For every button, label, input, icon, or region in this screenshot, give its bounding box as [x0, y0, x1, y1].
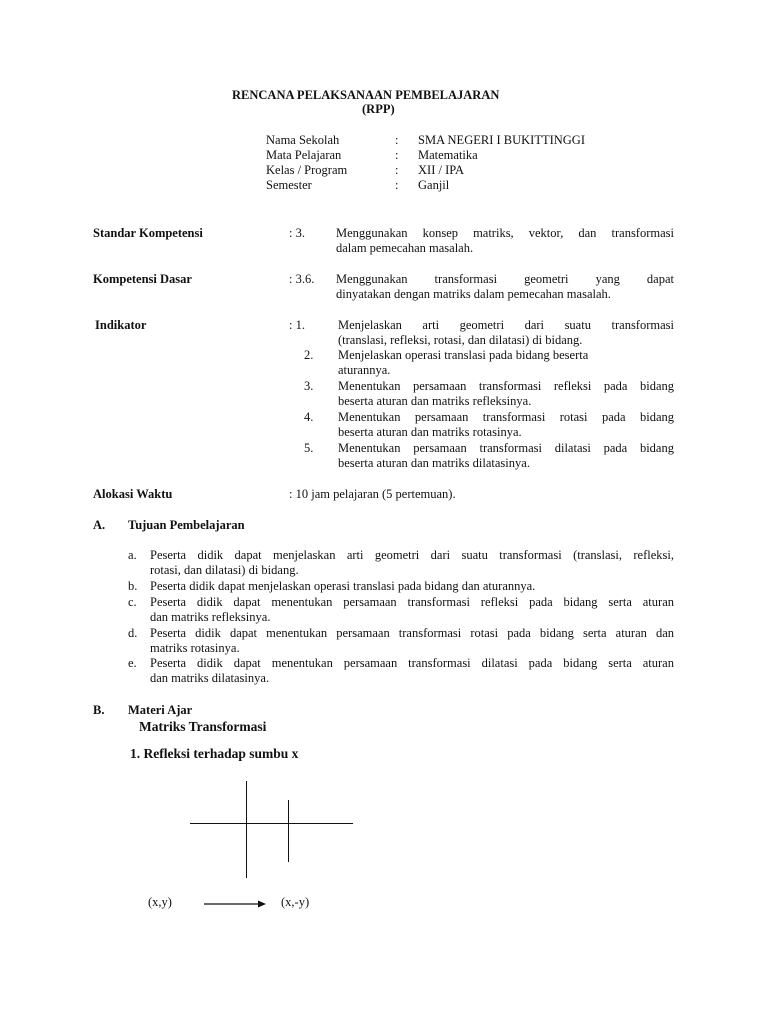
section-a-title: Tujuan Pembelajaran [128, 518, 245, 532]
x-axis-line [190, 823, 353, 824]
objective-line2: dan matriks refleksinya. [150, 610, 271, 624]
standar-label: Standar Kompetensi [93, 226, 203, 240]
objective-letter: d. [128, 626, 138, 640]
indikator-item-line2: aturannya. [338, 363, 391, 377]
indikator-item-line1: Menentukan persamaan transformasi rotasi pada bidang [338, 410, 674, 424]
info-colon: : [395, 178, 399, 192]
document-title: RENCANA PELAKSANAAN PEMBELAJARAN [232, 88, 500, 102]
section-b-subtitle: Matriks Transformasi [139, 719, 267, 734]
objective-letter: b. [128, 579, 138, 593]
indikator-number: : 1. [289, 318, 305, 332]
point-original: (x,y) [148, 895, 172, 909]
info-label-subject: Mata Pelajaran [266, 148, 342, 162]
indikator-item-line1: Menjelaskan arti geometri dari suatu transformasi [338, 318, 674, 332]
indikator-item-line2: (translasi, refleksi, rotasi, dan dilatasi) di bidang. [338, 333, 583, 347]
indikator-number: 3. [304, 379, 314, 393]
info-label-class: Kelas / Program [266, 163, 348, 177]
kompetensi-label: Kompetensi Dasar [93, 272, 192, 286]
info-value-semester: Ganjil [418, 178, 450, 192]
info-label-semester: Semester [266, 178, 312, 192]
objective-line2: dan matriks dilatasinya. [150, 671, 270, 685]
info-colon: : [395, 133, 399, 147]
alokasi-value: : 10 jam pelajaran (5 pertemuan). [289, 487, 456, 501]
indikator-item-line2: beserta aturan dan matriks dilatasinya. [338, 456, 530, 470]
reflection-heading: 1. Refleksi terhadap sumbu x [130, 746, 299, 761]
objective-line1: Peserta didik dapat menentukan persamaan transformasi rotasi pada bidang serta aturan dan [150, 626, 674, 640]
info-value-subject: Matematika [418, 148, 478, 162]
indikator-item-line1: Menjelaskan operasi translasi pada bidang beserta [338, 348, 589, 362]
kompetensi-text-line2: dinyatakan dengan matriks dalam pemecahan masalah. [336, 287, 611, 301]
info-value-class: XII / IPA [418, 163, 465, 177]
indikator-number: 4. [304, 410, 314, 424]
arrow-icon [204, 899, 266, 909]
standar-text-line1: Menggunakan konsep matriks, vektor, dan transformasi [336, 226, 674, 240]
info-label-school: Nama Sekolah [266, 133, 340, 147]
kompetensi-text-line1: Menggunakan transformasi geometri yang dapat [336, 272, 674, 286]
section-b-letter: B. [93, 703, 105, 717]
objective-letter: a. [128, 548, 137, 562]
indikator-item-line2: beserta aturan dan matriks rotasinya. [338, 425, 522, 439]
objective-line2: matriks rotasinya. [150, 641, 240, 655]
info-value-school: SMA NEGERI I BUKITTINGGI [418, 133, 585, 147]
objective-line1: Peserta didik dapat menentukan persamaan transformasi refleksi pada bidang serta aturan [150, 595, 674, 609]
section-b-title: Materi Ajar [128, 703, 193, 717]
info-colon: : [395, 148, 399, 162]
objective-letter: e. [128, 656, 137, 670]
indikator-item-line1: Menentukan persamaan transformasi dilatasi pada bidang [338, 441, 674, 455]
standar-number: : 3. [289, 226, 305, 240]
alokasi-label: Alokasi Waktu [93, 487, 173, 501]
indikator-number: 2. [304, 348, 314, 362]
indikator-number: 5. [304, 441, 314, 455]
standar-text-line2: dalam pemecahan masalah. [336, 241, 474, 255]
objective-line2: rotasi, dan dilatasi) di bidang. [150, 563, 299, 577]
document-subtitle: (RPP) [362, 102, 395, 116]
objective-line1: Peserta didik dapat menjelaskan arti geometri dari suatu transformasi (translasi, refleksi, [150, 548, 674, 562]
section-a-letter: A. [93, 518, 106, 532]
y-axis-line [246, 781, 247, 878]
kompetensi-number: : 3.6. [289, 272, 315, 286]
point-reflected: (x,-y) [281, 895, 310, 909]
info-colon: : [395, 163, 399, 177]
indikator-item-line2: beserta aturan dan matriks refleksinya. [338, 394, 532, 408]
reflection-line [288, 800, 289, 862]
objective-letter: c. [128, 595, 137, 609]
objective-line1: Peserta didik dapat menentukan persamaan transformasi dilatasi pada bidang serta aturan [150, 656, 674, 670]
indikator-label: Indikator [95, 318, 147, 332]
indikator-item-line1: Menentukan persamaan transformasi refleksi pada bidang [338, 379, 674, 393]
objective-line1: Peserta didik dapat menjelaskan operasi translasi pada bidang dan aturannya. [150, 579, 536, 593]
